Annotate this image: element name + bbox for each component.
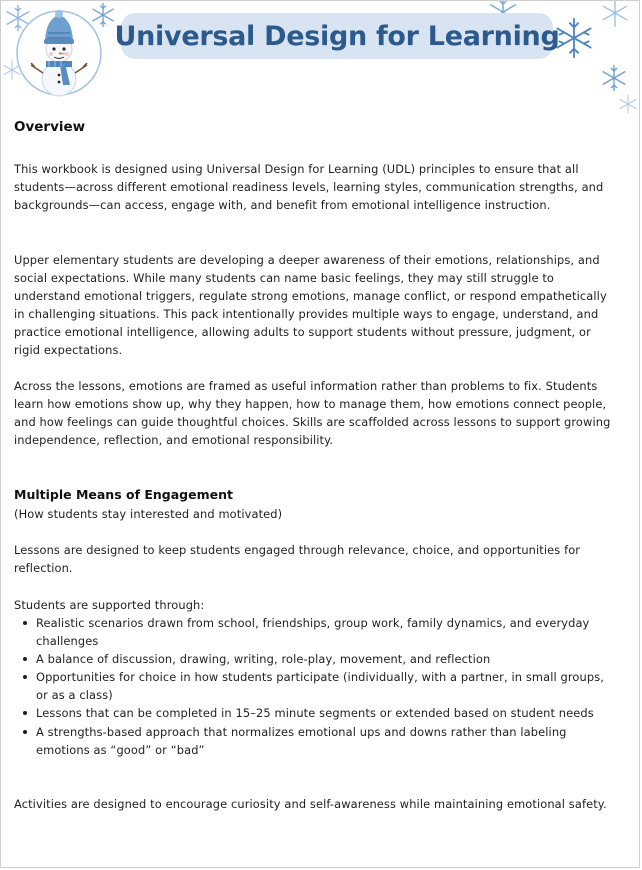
overview-paragraph-3: Across the lessons, emotions are framed as useful information rather than problems to fix. Students learn how emotions show up, why they happen, how to manage them, how emotions connect people, and how feelings can guide thoughtful choices. Skills are scaffolded across lessons to support growing independence, reflection, and emotional responsibility.	[14, 379, 611, 448]
list-item: Opportunities for choice in how students participate (individually, with a partner, in small groups, or as a class)	[22, 668, 614, 704]
list-item: Lessons that can be completed in 15–25 minute segments or extended based on student needs	[22, 704, 614, 722]
list-item: Realistic scenarios drawn from school, friendships, group work, family dynamics, and everyday challenges	[22, 614, 614, 650]
list-item: A strengths-based approach that normalizes emotional ups and downs rather than labeling emotions as “good” or “bad”	[22, 723, 614, 759]
snowflake-icon	[599, 63, 629, 93]
engagement-paragraph: Lessons are designed to keep students engaged through relevance, choice, and opportunities for reflection.	[14, 543, 581, 576]
snowflake-icon	[617, 93, 639, 115]
overview-paragraph-1: This workbook is designed using Universal Design for Learning (UDL) principles to ensure that all students—across different emotional readiness levels, learning styles, communication strengths, and backgrounds—can access, engage with, and benefit from emotional intelligence instruction.	[14, 162, 604, 213]
section-subheading: (How students stay interested and motivated)	[14, 507, 283, 521]
page-header	[1, 1, 640, 113]
title-banner	[114, 13, 560, 59]
overview-paragraph-2: Upper elementary students are developing a deeper awareness of their emotions, relationships, and social expectations. While many students can name basic feelings, they may still struggle to understand emotional triggers, regulate strong emotions, manage conflict, or respond empathetically in challenging situations. This pack intentionally provides multiple ways to engage, understand, and practice emotional intelligence, allowing adults to support students without pressure, judgment, or rigid expectations.	[14, 253, 607, 358]
section-heading-engagement: Multiple Means of Engagement	[14, 487, 233, 502]
snowman-icon	[15, 3, 103, 103]
snowflake-icon	[599, 0, 631, 29]
page-title: Universal Design for Learning	[114, 20, 560, 52]
section-heading-overview: Overview	[14, 119, 86, 135]
list-item: A balance of discussion, drawing, writing, role-play, movement, and reflection	[22, 650, 614, 668]
list-intro: Students are supported through:	[14, 598, 205, 612]
support-list	[22, 614, 614, 759]
closing-paragraph: Activities are designed to encourage curiosity and self-awareness while maintaining emotional safety.	[14, 797, 607, 811]
